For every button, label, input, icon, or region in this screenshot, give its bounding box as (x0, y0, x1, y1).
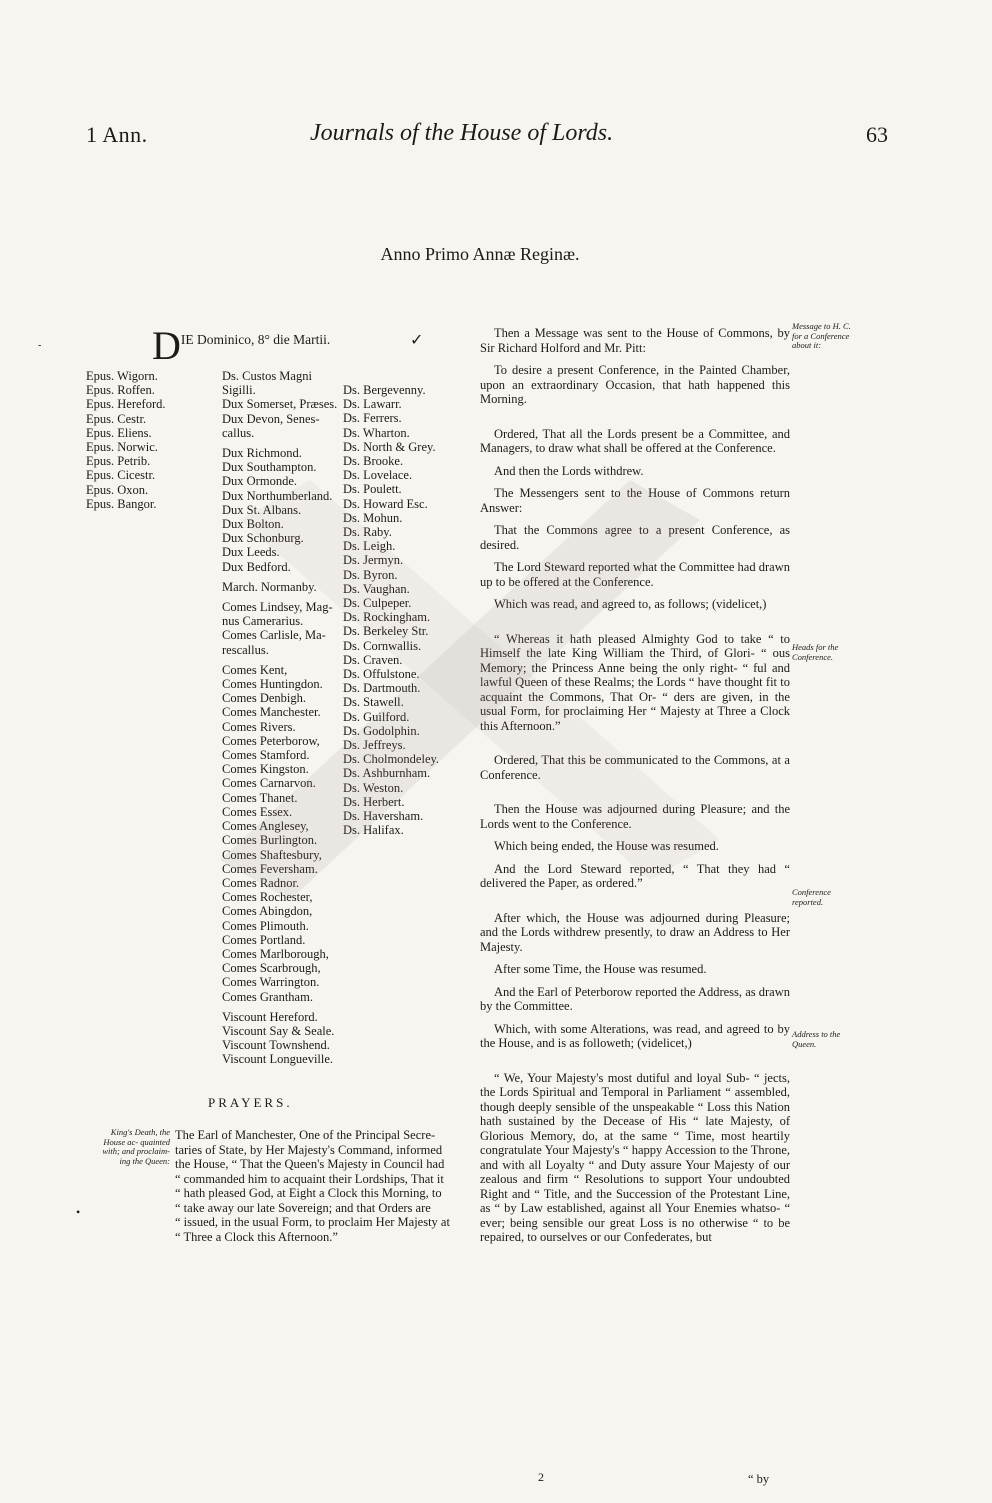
peer-entry: rescallus. (222, 642, 269, 657)
check-mark-icon: ✓ (410, 332, 424, 349)
bullet-mark-icon: • (76, 1205, 81, 1219)
baron-entry: Ds. Lovelace. (343, 468, 413, 483)
baron-entry: Ds. Culpeper. (343, 596, 412, 611)
journal-paragraph: Ordered, That this be communicated to the Commons, at a Conference. (480, 753, 790, 782)
signature-mark: 2 (538, 1470, 544, 1484)
paragraph-line: “ commanded him to acquaint their Lordships, That it (175, 1171, 444, 1186)
peer-entry: Dux Somerset, Præses. (222, 397, 338, 412)
journal-paragraph: Then the House was adjourned during Pleasure; and the Lords went to the Conference. (480, 802, 790, 831)
paragraph-line: “ issued, in the usual Form, to proclaim Her Majesty at (175, 1215, 450, 1229)
baron-entry: Ds. Howard Esc. (343, 496, 428, 511)
bishop-entry: Epus. Cicestr. (86, 468, 156, 483)
peer-entry: Dux Bedford. (222, 559, 291, 574)
paragraph-line: “ take away our late Sovereign; and that Orders are (175, 1200, 431, 1215)
baron-entry: Ds. Herbert. (343, 794, 405, 809)
baron-entry: Ds. Berkeley Str. (343, 624, 429, 639)
peer-entry: Comes Abingdon, (222, 904, 313, 919)
peer-entry: nus Camerarius. (222, 614, 304, 629)
peer-entry: Dux Northumberland. (222, 488, 333, 503)
baron-entry: Ds. Poulett. (343, 482, 402, 497)
baron-entry: Ds. Byron. (343, 567, 398, 582)
catchword: “ by (748, 1472, 770, 1486)
baron-entry: Ds. Halifax. (343, 823, 404, 838)
peer-entry: Viscount Longueville. (222, 1052, 334, 1067)
journal-paragraph: And the Lord Steward reported, “ That they had “ delivered the Paper, as ordered.” (480, 861, 790, 890)
peer-entry: Comes Portland. (222, 932, 306, 947)
peer-entry: Comes Thanet. (222, 790, 298, 805)
peer-entry: Comes Marlborough, (222, 946, 329, 961)
journal-paragraph: The Messengers sent to the House of Commons return Answer: (480, 486, 790, 515)
page-number: 63 (866, 122, 888, 147)
peer-entry: Sigilli. (222, 383, 256, 398)
peer-entry: Comes Burlington. (222, 833, 318, 848)
paragraph-line: “ Three a Clock this Afternoon.” (175, 1229, 338, 1244)
margin-note-conference: Conference reported. (792, 887, 831, 907)
dash-mark-icon: ‐ (38, 340, 42, 351)
peer-entry: Comes Warrington. (222, 975, 320, 990)
peer-entry: Dux Leeds. (222, 545, 280, 560)
date-text: IE Dominico, 8° die Martii. (180, 332, 331, 347)
peer-entry: Comes Kingston. (222, 762, 309, 777)
baron-entry: Ds. Dartmouth. (343, 681, 421, 696)
bishop-entry: Epus. Roffen. (86, 383, 155, 398)
baron-entry: Ds. Jermyn. (343, 553, 404, 568)
peer-entry: Viscount Say & Seale. (222, 1023, 335, 1038)
journal-paragraph: The Lord Steward reported what the Committee had drawn up to be offered at the Conference. (480, 560, 790, 589)
baron-entry: Ds. Weston. (343, 780, 404, 795)
peer-entry: Comes Rochester, (222, 890, 313, 905)
running-head-title: Journals of the House of Lords. (310, 120, 614, 146)
peer-entry: Comes Anglesey, (222, 819, 309, 834)
date-line (152, 323, 331, 368)
journal-paragraph: Which was read, and agreed to, as follows; (videlicet,) (494, 597, 767, 611)
right-column (480, 326, 790, 1253)
peer-entry: Dux Ormonde. (222, 474, 297, 489)
peer-entry: Comes Huntingdon. (222, 677, 323, 692)
journal-paragraph: Which, with some Alterations, was read, and agreed to by the House, and is as followeth; (videlicet,) (480, 1021, 790, 1050)
peer-entry: Dux Southampton. (222, 460, 317, 475)
peer-entry: Dux St. Albans. (222, 502, 302, 517)
baron-entry: Ds. Vaughan. (343, 581, 410, 596)
baron-entry: Ds. Craven. (343, 652, 403, 667)
peer-entry: Comes Manchester. (222, 705, 321, 720)
baron-entry: Ds. Haversham. (343, 809, 424, 824)
baron-entry: Ds. Raby. (343, 525, 392, 540)
journal-paragraph: And then the Lords withdrew. (494, 463, 644, 478)
peer-entry: Comes Plimouth. (222, 918, 309, 933)
peer-entry: Comes Carnarvon. (222, 776, 316, 791)
bishop-entry: Epus. Oxon. (86, 482, 149, 497)
bishop-entry: Epus. Eliens. (86, 425, 152, 440)
running-head-left: 1 Ann. (86, 122, 148, 147)
margin-note-kings-death: King's Death, the House ac- quainted with; and proclaim- ing the Queen: (102, 1127, 170, 1166)
journal-paragraph: Ordered, That all the Lords present be a Committee, and Managers, to draw what shall be offered at the Conference. (480, 426, 790, 455)
peer-entry: Comes Carlisle, Ma- (222, 628, 326, 643)
margin-note-address: Address to the Queen. (792, 1029, 841, 1049)
baron-entry: Ds. Mohun. (343, 510, 403, 525)
peer-entry: Dux Bolton. (222, 517, 284, 532)
bishop-entry: Epus. Wigorn. (86, 369, 158, 383)
baron-entry: Ds. Leigh. (343, 539, 396, 554)
peer-entry: Comes Lindsey, Mag- (222, 600, 333, 615)
journal-paragraph: “ Whereas it hath pleased Almighty God to take “ to Himself the late King William the Third, of Glori- “ ous Memory; the Princess Anne being the only right- “ ful and lawful Queen of these Realms; the Lords “ have thought fit to acquaint the Commons, That Or- “ ders are given, in the usual Form, for proclaiming Her “ Majesty at Three a Clock this Afternoon.” (480, 631, 790, 733)
peer-entry: Comes Shaftesbury, (222, 847, 322, 862)
baron-entry: Ds. Cornwallis. (343, 638, 422, 653)
baron-entry: Ds. Stawell. (343, 695, 404, 710)
reign-heading: Anno Primo Annæ Reginæ. (380, 244, 580, 264)
baron-entry: Ds. Guilford. (343, 709, 410, 724)
bishops-list (86, 369, 166, 511)
baron-entry: Ds. Ferrers. (343, 411, 402, 426)
journal-paragraph: Then a Message was sent to the House of Commons, by Sir Richard Holford and Mr. Pitt: (480, 326, 790, 355)
prayers-heading: PRAYERS. (208, 1095, 293, 1110)
peer-entry: Dux Schonburg. (222, 531, 304, 546)
journal-paragraph: To desire a present Conference, in the Painted Chamber, upon an extraordinary Occasion, that hath happened this Morning. (480, 363, 790, 406)
journal-paragraph: After some Time, the House was resumed. (494, 962, 707, 976)
baron-entry: Ds. Lawarr. (343, 397, 402, 412)
peer-entry: Comes Peterborow, (222, 733, 320, 748)
peer-entry: Comes Grantham. (222, 989, 313, 1004)
paragraph-line: The Earl of Manchester, One of the Principal Secre- (175, 1128, 436, 1142)
barons-list (343, 383, 439, 838)
baron-entry: Ds. Jeffreys. (343, 738, 406, 753)
journal-paragraph: And the Earl of Peterborow reported the Address, as drawn by the Committee. (480, 984, 790, 1013)
baron-entry: Ds. North & Grey. (343, 439, 436, 454)
peer-entry: Dux Devon, Senes- (222, 411, 320, 426)
baron-entry: Ds. Wharton. (343, 425, 410, 440)
peer-entry: Comes Radnor. (222, 875, 300, 890)
baron-entry: Ds. Bergevenny. (343, 383, 426, 397)
margin-note-message: Message to H. C. for a Conference about it: (792, 321, 851, 350)
peer-entry: Viscount Townshend. (222, 1038, 330, 1053)
peers-list (222, 369, 337, 1067)
paragraph-line: “ hath pleased God, at Eight a Clock this Morning, to (175, 1186, 442, 1200)
kings-death-paragraph (175, 1128, 471, 1244)
peer-entry: Comes Rivers. (222, 719, 296, 734)
paragraph-line: taries of State, by Her Majesty's Command, informed (175, 1142, 443, 1157)
baron-entry: Ds. Offulstone. (343, 667, 420, 682)
peer-entry: Dux Richmond. (222, 446, 302, 461)
peer-entry: March. Normanby. (222, 579, 317, 594)
bishop-entry: Epus. Cestr. (86, 411, 147, 426)
drop-cap: D (152, 323, 181, 368)
journal-paragraph: After which, the House was adjourned during Pleasure; and the Lords withdrew presently, to draw an Address to Her Majesty. (480, 910, 790, 954)
peer-entry: Comes Stamford. (222, 748, 310, 763)
peer-entry: Comes Essex. (222, 804, 293, 819)
journal-paragraph: Which being ended, the House was resumed. (494, 839, 719, 853)
bishop-entry: Epus. Hereford. (86, 397, 166, 412)
peer-entry: Comes Denbigh. (222, 691, 307, 706)
bishop-entry: Epus. Petrib. (86, 454, 151, 469)
baron-entry: Ds. Brooke. (343, 454, 404, 469)
peer-entry: Comes Scarbrough, (222, 961, 321, 976)
journal-paragraph: “ We, Your Majesty's most dutiful and loyal Sub- “ jects, the Lords Spiritual and Temporal in Parliament “ assembled, though deeply sensible of the unspeakable “ Loss this Nation hath sustained by the Decease of His “ late Majesty, of Glorious Memory, do, at the same “ Time, most heartily congratulate Your Majesty's “ happy Accession to the Throne, and with all Loyalty “ and Duty assure Your Majesty of our zealous and firm “ Resolutions to support Your undoubted Right and “ Title, and the Succession of the Protestant Line, as “ by Law established, against all Your Enemies whatso- “ ever; being sensible our great Loss is no otherwise “ to be repaired, to ourselves or our Confederates, but (480, 1070, 790, 1244)
margin-note-heads: Heads for the Conference. (792, 642, 839, 662)
baron-entry: Ds. Rockingham. (343, 610, 431, 625)
baron-entry: Ds. Godolphin. (343, 723, 420, 738)
peer-entry: Comes Feversham. (222, 861, 318, 876)
peer-entry: callus. (222, 425, 255, 440)
peer-entry: Comes Kent, (222, 662, 288, 677)
paragraph-line: the House, “ That the Queen's Majesty in Council had (175, 1157, 445, 1171)
peer-entry: Viscount Hereford. (222, 1009, 318, 1024)
bishop-entry: Epus. Bangor. (86, 496, 157, 511)
baron-entry: Ds. Cholmondeley. (343, 752, 440, 767)
journal-paragraph: That the Commons agree to a present Conference, as desired. (480, 523, 790, 552)
bishop-entry: Epus. Norwic. (86, 440, 158, 455)
baron-entry: Ds. Ashburnham. (343, 766, 431, 781)
peer-entry: Ds. Custos Magni (222, 369, 312, 383)
